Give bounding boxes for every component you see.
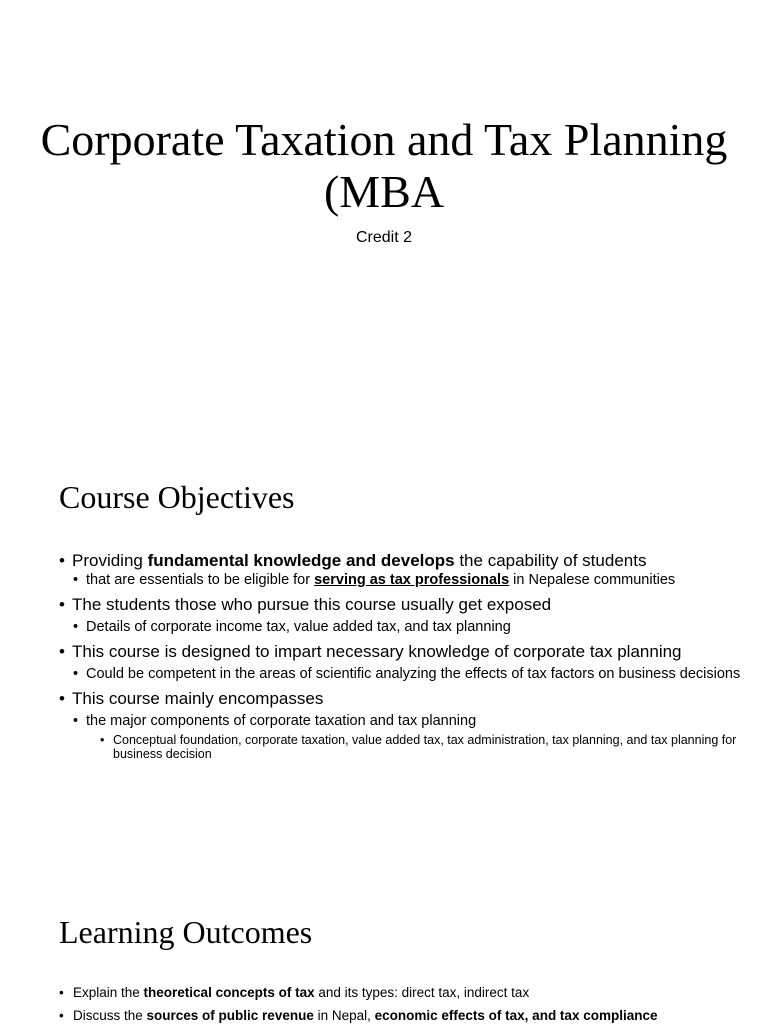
bold-text: economic effects of tax, and tax compliance: [374, 1008, 658, 1023]
text-segment: that are essentials to be eligible for: [86, 572, 315, 588]
objective-subitem: • Could be competent in the areas of scientific analyzing the effects of tax factors on business decisions: [59, 666, 749, 683]
bold-underlined-text: serving as tax professionals: [314, 572, 510, 588]
objective-subitem: • the major components of corporate taxation and tax planning: [59, 713, 749, 730]
objective-subsubitem: • Conceptual foundation, corporate taxation, value added tax, tax administration, tax planning, and tax planning for business decision: [59, 733, 749, 761]
objective-item: • This course is designed to impart necessary knowledge of corporate tax planning: [59, 641, 749, 663]
text-segment: Discuss the: [73, 1008, 147, 1023]
course-objectives-slide: [0, 440, 768, 880]
text-segment: in Nepalese communities: [509, 572, 676, 588]
objective-item: • This course mainly encompasses: [59, 688, 749, 710]
outcome-item: [59, 1007, 749, 1025]
title-slide: [0, 0, 768, 440]
outcomes-list: [59, 984, 749, 1030]
page-title: Corporate Taxation and Tax Planning (MBA: [40, 114, 728, 217]
learning-outcomes-slide: [0, 880, 768, 1024]
text-segment: and its types: direct tax, indirect tax: [314, 985, 530, 1000]
text-segment: in Nepal,: [313, 1008, 375, 1023]
text-segment: Explain the: [73, 985, 144, 1000]
bold-text: sources of public revenue: [146, 1008, 314, 1023]
bold-text: theoretical concepts of tax: [143, 985, 315, 1000]
text-segment: the capability of students: [454, 551, 647, 570]
outcome-item: [59, 984, 749, 1002]
text-segment: Providing: [72, 551, 148, 570]
bold-text: fundamental knowledge and develops: [147, 551, 455, 570]
subtitle: Credit 2: [355, 229, 413, 246]
slide-heading: Learning Outcomes: [59, 914, 313, 950]
objective-item: • The students those who pursue this course usually get exposed: [59, 594, 749, 616]
objective-subitem: • Details of corporate income tax, value added tax, and tax planning: [59, 619, 749, 636]
objective-item: [59, 550, 749, 572]
slide-heading: Course Objectives: [59, 479, 295, 515]
objectives-list: [59, 550, 749, 761]
objective-subitem: [59, 572, 749, 589]
